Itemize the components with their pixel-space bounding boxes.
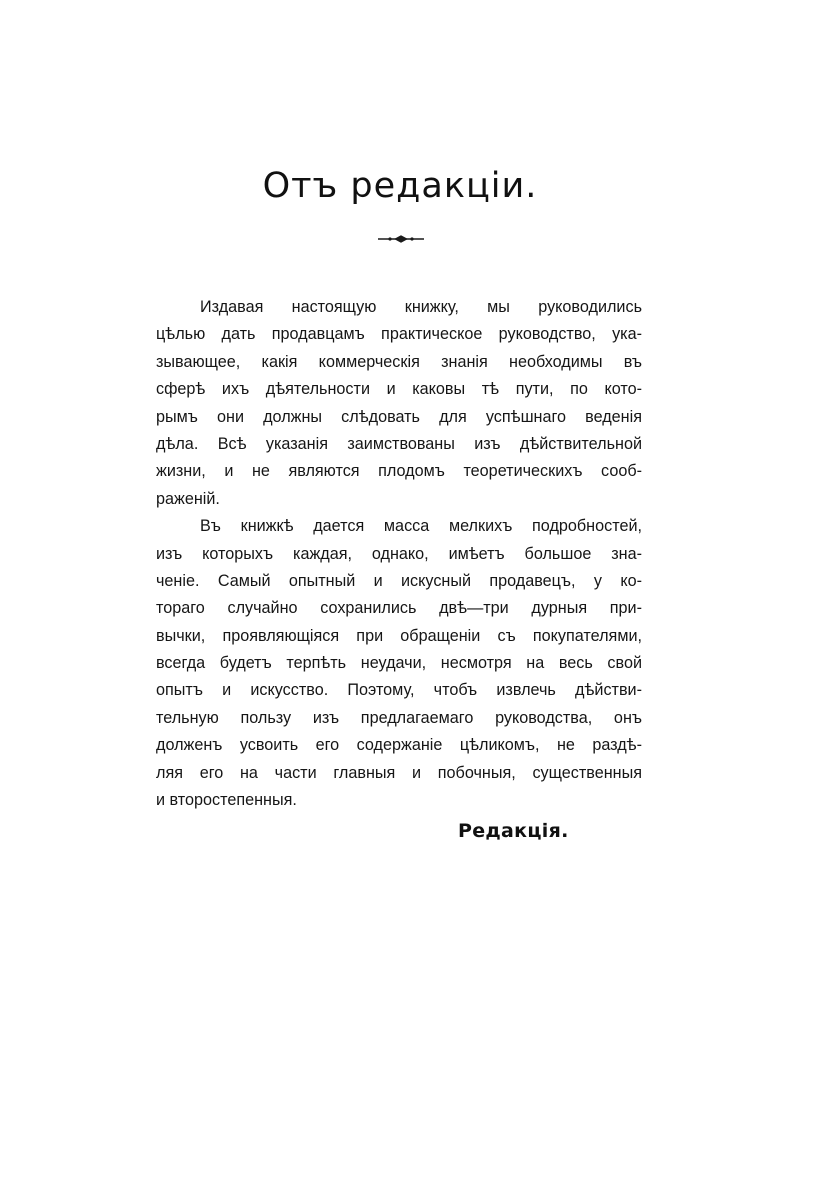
- text-line: дѣла. Всѣ указанія заимствованы изъ дѣйствительной: [156, 434, 642, 453]
- text-line: Издавая настоящую книжку, мы руководились: [200, 298, 642, 316]
- text-line: зывающее, какія коммерческія знанія необходимы въ: [156, 352, 642, 371]
- text-line: цѣлью дать продавцамъ практическое руководство, ука-: [156, 325, 642, 344]
- text-line: тельную пользу изъ предлагаемаго руководства, онъ: [156, 708, 642, 727]
- text-line: тораго случайно сохранились двѣ—три дурныя при-: [156, 599, 642, 618]
- text-line: рымъ они должны слѣдовать для успѣшнаго веденія: [156, 407, 642, 426]
- text-line: вычки, проявляющіяся при обращеніи съ покупателями,: [156, 626, 642, 645]
- text-line: Въ книжкѣ дается масса мелкихъ подробностей,: [200, 517, 642, 536]
- ornament-icon: [378, 232, 424, 246]
- page-title: Отъ редакціи.: [262, 166, 538, 206]
- text-line: ляя его на части главныя и побочныя, существенныя: [156, 763, 642, 782]
- text-line: жизни, и не являются плодомъ теоретическихъ сооб-: [156, 462, 642, 481]
- text-line: опытъ и искусство. Поэтому, чтобъ извлечь дѣйстви-: [156, 681, 642, 700]
- paragraph-2: [156, 513, 642, 814]
- text-line: изъ которыхъ каждая, однако, имѣетъ большое зна-: [156, 544, 642, 563]
- text-line: и второстепенныя.: [156, 791, 297, 810]
- text-line: долженъ усвоить его содержаніе цѣликомъ, не раздѣ-: [156, 736, 642, 755]
- signature: Редакція.: [458, 820, 569, 842]
- text-line: ченіе. Самый опытный и искусный продавецъ, у ко-: [156, 571, 642, 590]
- text-line: раженій.: [156, 489, 220, 508]
- editorial-text: [156, 294, 642, 814]
- paragraph-1: [156, 294, 642, 513]
- text-line: сферѣ ихъ дѣятельности и каковы тѣ пути, по кото-: [156, 380, 642, 399]
- text-line: всегда будетъ терпѣть неудачи, несмотря на весь свой: [156, 654, 642, 673]
